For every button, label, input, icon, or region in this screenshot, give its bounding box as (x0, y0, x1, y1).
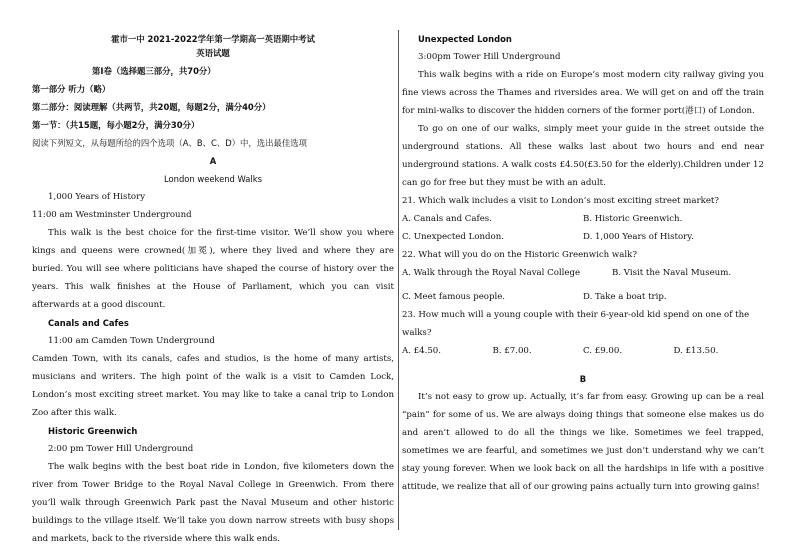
walk2-text: Camden Town, with its canals, cafes and studios, is the home of many artists, musicians and writers. The high point of the walk is a visit to Camden Lock, London’s most exciting street market. You may like to take a canal trip to London Zoo after this walk. (32, 354, 394, 418)
walk4-title: Unexpected London (418, 34, 512, 44)
option-22-c: C. Meet famous people. (402, 292, 506, 302)
question-22-options-row2 (402, 288, 764, 306)
question-22: 22. What will you do on the Historic Greenwich walk? (402, 250, 637, 260)
part1-heading: 第一部分 听力（略） (32, 84, 111, 94)
walk2-title: Canals and Cafes (48, 318, 129, 328)
instruction-text: 阅读下列短文，从每题所给的四个选项（A、B、C、D）中，选出最佳选项 (32, 138, 308, 148)
option-21-a: A. Canals and Cafes. (402, 214, 492, 224)
option-21-d: D. 1,000 Years of History. (583, 232, 694, 242)
exam-title: 霍市一中 2021-2022学年第一学期高一英语期中考试 (111, 34, 315, 44)
part2-heading: 第二部分：阅读理解（共两节，共20题，每题2分，满分40分） (32, 102, 271, 112)
option-22-b: B. Visit the Naval Museum. (612, 268, 732, 278)
passage-a-title: London weekend Walks (164, 174, 262, 184)
question-21-options-row1 (402, 210, 764, 228)
walk1-time: 11:00 am Westminster Underground (32, 210, 192, 220)
walk4-text: This walk begins with a ride on Europe’s most modern city railway giving you fine views across the Thames and riversides area. We will get on and off the train for mini-walks to discover the hidden corners of the former port(港口) of London. (402, 70, 764, 116)
walk4-time: 3:00pm Tower Hill Underground (418, 52, 561, 62)
walk2-time: 11:00 am Camden Town Underground (48, 336, 215, 346)
option-22-d: D. Take a boat trip. (583, 292, 667, 302)
passage-a-letter: A (209, 156, 217, 166)
walks-info-text: To go on one of our walks, simply meet your guide in the street outside the underground stations. All these walks last about two hours and end near underground stations. A walk costs £4.50(£3.50 for the elderly).Children under 12 can go for free but they must be with an adult. (402, 124, 764, 188)
walk3-time: 2:00 pm Tower Hill Underground (48, 444, 194, 454)
option-23-a: A. £4.50. (402, 346, 442, 356)
exam-subtitle: 英语试题 (196, 48, 230, 58)
question-23-options (402, 342, 764, 360)
passage-b-letter: B (579, 374, 587, 384)
right-column (402, 30, 764, 496)
left-column (32, 30, 394, 548)
question-23: 23. How much will a young couple with their 6-year-old kid spend on one of the walks? (402, 310, 750, 338)
question-21-options-row2 (402, 228, 764, 246)
column-divider (398, 30, 399, 530)
volume-heading: 第Ⅰ卷（选择题三部分，共70分） (92, 66, 216, 76)
walk3-text: The walk begins with the best boat ride in London, five kilometers down the river from Tower Bridge to the Royal Naval College in Greenwich. From there you’ll walk through Greenwich Park past the Naval Museum and other historic buildings to the village itself. We’ll take you down narrow streets with busy shops and markets, back to the riverside where this walk ends. (32, 462, 394, 544)
option-21-b: B. Historic Greenwich. (583, 214, 683, 224)
option-23-b: B. £7.00. (492, 346, 532, 356)
option-22-a: A. Walk through the Royal Naval College (402, 268, 581, 278)
question-21: 21. Which walk includes a visit to London’s most exciting street market? (402, 196, 719, 206)
passage-b-text: It’s not easy to grow up. Actually, it’s far from easy. Growing up can be a real “pain” for some of us. We are always doing things that someone else makes us do and aren’t allowed to do all the things we like. Sometimes we feel trapped, sometimes we are fearful, and sometimes we just don’t understand why we can’t stay young forever. When we look back on all the hardships in life with a positive attitude, we realize that all of our growing pains actually turn into growing gains! (402, 392, 764, 492)
option-23-d: D. £13.50. (673, 346, 719, 356)
walk1-title: 1,000 Years of History (48, 192, 146, 202)
walk3-title: Historic Greenwich (48, 426, 138, 436)
option-23-c: C. £9.00. (583, 346, 623, 356)
question-22-options-row1 (402, 264, 764, 282)
section1-heading: 第一节：（共15题，每小题2分，满分30分） (32, 120, 200, 130)
option-21-c: C. Unexpected London. (402, 232, 504, 242)
walk1-text: This walk is the best choice for the first-time visitor. We’ll show you where kings and queens were crowned(加冕), where they lived and where they are buried. You will see where politicians have shaped the course of history over the years. This walk finishes at the House of Parliament, which you can visit afterwards at a good discount. (32, 228, 394, 310)
